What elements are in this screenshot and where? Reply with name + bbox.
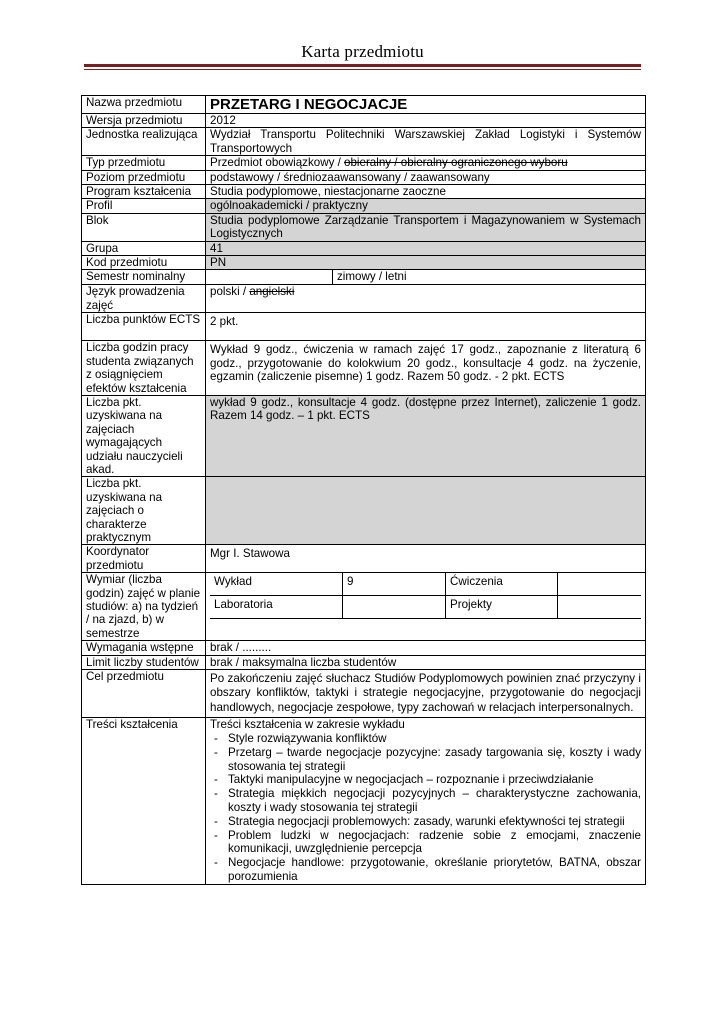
- hours-value: [558, 573, 642, 596]
- row-kod: [82, 256, 646, 270]
- row-wersja: [82, 114, 646, 128]
- row-profil: [82, 199, 646, 213]
- course-card-table: [81, 95, 646, 885]
- prerequisites-value: brak / .........: [206, 641, 646, 655]
- type-value: [206, 156, 646, 170]
- row-label: Koordynator przedmiotu: [82, 545, 206, 573]
- row-label: Wersja przedmiotu: [82, 114, 206, 128]
- row-koordynator: [82, 545, 646, 573]
- list-item: - Style rozwiązywania konfliktów: [210, 732, 641, 746]
- row-blok: [82, 213, 646, 241]
- hours-value: [558, 596, 642, 619]
- content-value: [206, 718, 646, 885]
- row-limit: [82, 655, 646, 669]
- coordinator-value: Mgr I. Stawowa: [206, 545, 646, 573]
- row-tresci: [82, 718, 646, 885]
- hours-label: Projekty: [446, 596, 558, 619]
- list-item: - Negocjacje handlowe: przygotowanie, określanie priorytetów, BATNA, obszar porozumienia: [210, 856, 641, 884]
- row-label: Jednostka realizująca: [82, 128, 206, 156]
- level-value: podstawowy / średniozaawansowany / zaawansowany: [206, 170, 646, 184]
- hours-label: Wykład: [210, 573, 343, 596]
- row-label: Liczba godzin pracy studenta związanych z osiągnięciem efektów kształcenia: [82, 341, 206, 396]
- row-label: Nazwa przedmiotu: [82, 96, 206, 114]
- objective-value: Po zakończeniu zajęć słuchacz Studiów Podyplomowych powinien znać przyczyny i obszary konfliktów, taktyki i strategie negocjacyjne, przygotowanie do negocjacji handlowych, negocjacje zespołowe, typy zachowań w relacjach interpersonalnych.: [206, 670, 646, 718]
- row-pkt-nauczyciel: [82, 395, 646, 476]
- row-jednostka: [82, 128, 646, 156]
- hours-breakdown-row: [210, 573, 641, 596]
- language-struck: angielski: [249, 285, 295, 299]
- header-rule-thick: [84, 64, 641, 67]
- row-wymiar: [82, 573, 646, 641]
- hours-label: Ćwiczenia: [446, 573, 558, 596]
- list-item: - Taktyki manipulacyjne w negocjacjach – rozpoznanie i przeciwdziałanie: [210, 773, 641, 787]
- group-value: 41: [206, 241, 646, 255]
- unit-value: Wydział Transportu Politechniki Warszawskiej Zakład Logistyki i Systemów Transportowych: [206, 128, 646, 156]
- ects-value: 2 pkt.: [206, 313, 646, 341]
- language-value: [206, 285, 646, 313]
- row-nazwa: [82, 96, 646, 114]
- row-label: Liczba punktów ECTS: [82, 313, 206, 341]
- row-label: Język prowadzenia zajęć: [82, 285, 206, 313]
- course-name: PRZETARG I NEGOCJACJE: [206, 96, 646, 114]
- hours-breakdown-spacer: [210, 619, 641, 636]
- row-label: Kod przedmiotu: [82, 256, 206, 270]
- list-item: - Problem ludzki w negocjacjach: radzenie sobie z emocjami, znaczenie komunikacji, uwzględnienie percepcja: [210, 829, 641, 857]
- row-ects: [82, 313, 646, 341]
- row-grupa: [82, 241, 646, 255]
- row-label: Grupa: [82, 241, 206, 255]
- type-struck: obieralny / obieralny ograniczonego wyboru: [344, 156, 568, 170]
- semester-inner-table: [210, 270, 641, 284]
- course-version: 2012: [206, 114, 646, 128]
- row-label: Program kształcenia: [82, 185, 206, 199]
- row-label: Profil: [82, 199, 206, 213]
- row-label: Wymagania wstępne: [82, 641, 206, 655]
- hours-value: [343, 596, 446, 619]
- page-header-title: Karta przedmiotu: [301, 42, 424, 61]
- practical-points-value: [206, 477, 646, 545]
- list-item: - Strategia miękkich negocjacji pozycyjnych – charakterystyczne zachowania, koszty i wady stosowania tej strategii: [210, 787, 641, 815]
- list-item: - Strategia negocjacji problemowych: zasady, warunki efektywności tej strategii: [210, 815, 641, 829]
- code-value: PN: [206, 256, 646, 270]
- teacher-points-value: wykład 9 godz., konsultacje 4 godz. (dostępne przez Internet), zaliczenie 1 godz. Razem 14 godz. – 1 pkt. ECTS: [206, 395, 646, 476]
- row-cel: [82, 670, 646, 718]
- row-label: Limit liczby studentów: [82, 655, 206, 669]
- profile-value: ogólnoakademicki / praktyczny: [206, 199, 646, 213]
- row-label: Semestr nominalny: [82, 270, 206, 285]
- row-label: Liczba pkt. uzyskiwana na zajęciach wymagających udziału nauczycieli akad.: [82, 395, 206, 476]
- list-item: - Przetarg – twarde negocjacje pozycyjne: zasady targowania się, koszty i wady stosowania tej strategii: [210, 746, 641, 774]
- semester-cell: [206, 270, 646, 285]
- semester-value: [210, 270, 333, 284]
- content-list: [210, 732, 641, 884]
- program-value: Studia podyplomowe, niestacjonarne zaoczne: [206, 185, 646, 199]
- row-godziny: [82, 341, 646, 396]
- row-label: Typ przedmiotu: [82, 156, 206, 170]
- row-label: Treści kształcenia: [82, 718, 206, 885]
- hours-breakdown-cell: [206, 573, 646, 641]
- hours-label: Laboratoria: [210, 596, 343, 619]
- block-value: Studia podyplomowe Zarządzanie Transportem i Magazynowaniem w Systemach Logistycznych: [206, 213, 646, 241]
- row-poziom: [82, 170, 646, 184]
- row-semestr: [82, 270, 646, 285]
- row-jezyk: [82, 285, 646, 313]
- row-pkt-praktyczne: [82, 477, 646, 545]
- hours-value: 9: [343, 573, 446, 596]
- row-typ: [82, 156, 646, 170]
- hours-breakdown-row: [210, 596, 641, 619]
- hours-breakdown-table: [210, 573, 641, 635]
- row-wymagania: [82, 641, 646, 655]
- row-label: Cel przedmiotu: [82, 670, 206, 718]
- row-label: Blok: [82, 213, 206, 241]
- header-rule-thin: [84, 69, 641, 70]
- type-current: Przedmiot obowiązkowy /: [210, 156, 345, 170]
- row-label: Poziom przedmiotu: [82, 170, 206, 184]
- language-current: polski /: [210, 285, 250, 299]
- row-label: Liczba pkt. uzyskiwana na zajęciach o charakterze praktycznym: [82, 477, 206, 545]
- limit-value: brak / maksymalna liczba studentów: [206, 655, 646, 669]
- content-intro: Treści kształcenia w zakresie wykładu: [210, 718, 405, 732]
- semester-season: zimowy / letni: [337, 270, 407, 284]
- row-label: Wymiar (liczba godzin) zajęć w planie studiów: a) na tydzień / na zjazd, b) w semestrze: [82, 573, 206, 641]
- row-program: [82, 185, 646, 199]
- hours-value: Wykład 9 godz., ćwiczenia w ramach zajęć 17 godz., zapoznanie z literaturą 6 godz., przygotowanie do kolokwium 20 godz., konsultacje 4 godz. na życzenie, egzamin (zaliczenie pisemne) 1 godz. Razem 50 godz. - 2 pkt. ECTS: [206, 341, 646, 396]
